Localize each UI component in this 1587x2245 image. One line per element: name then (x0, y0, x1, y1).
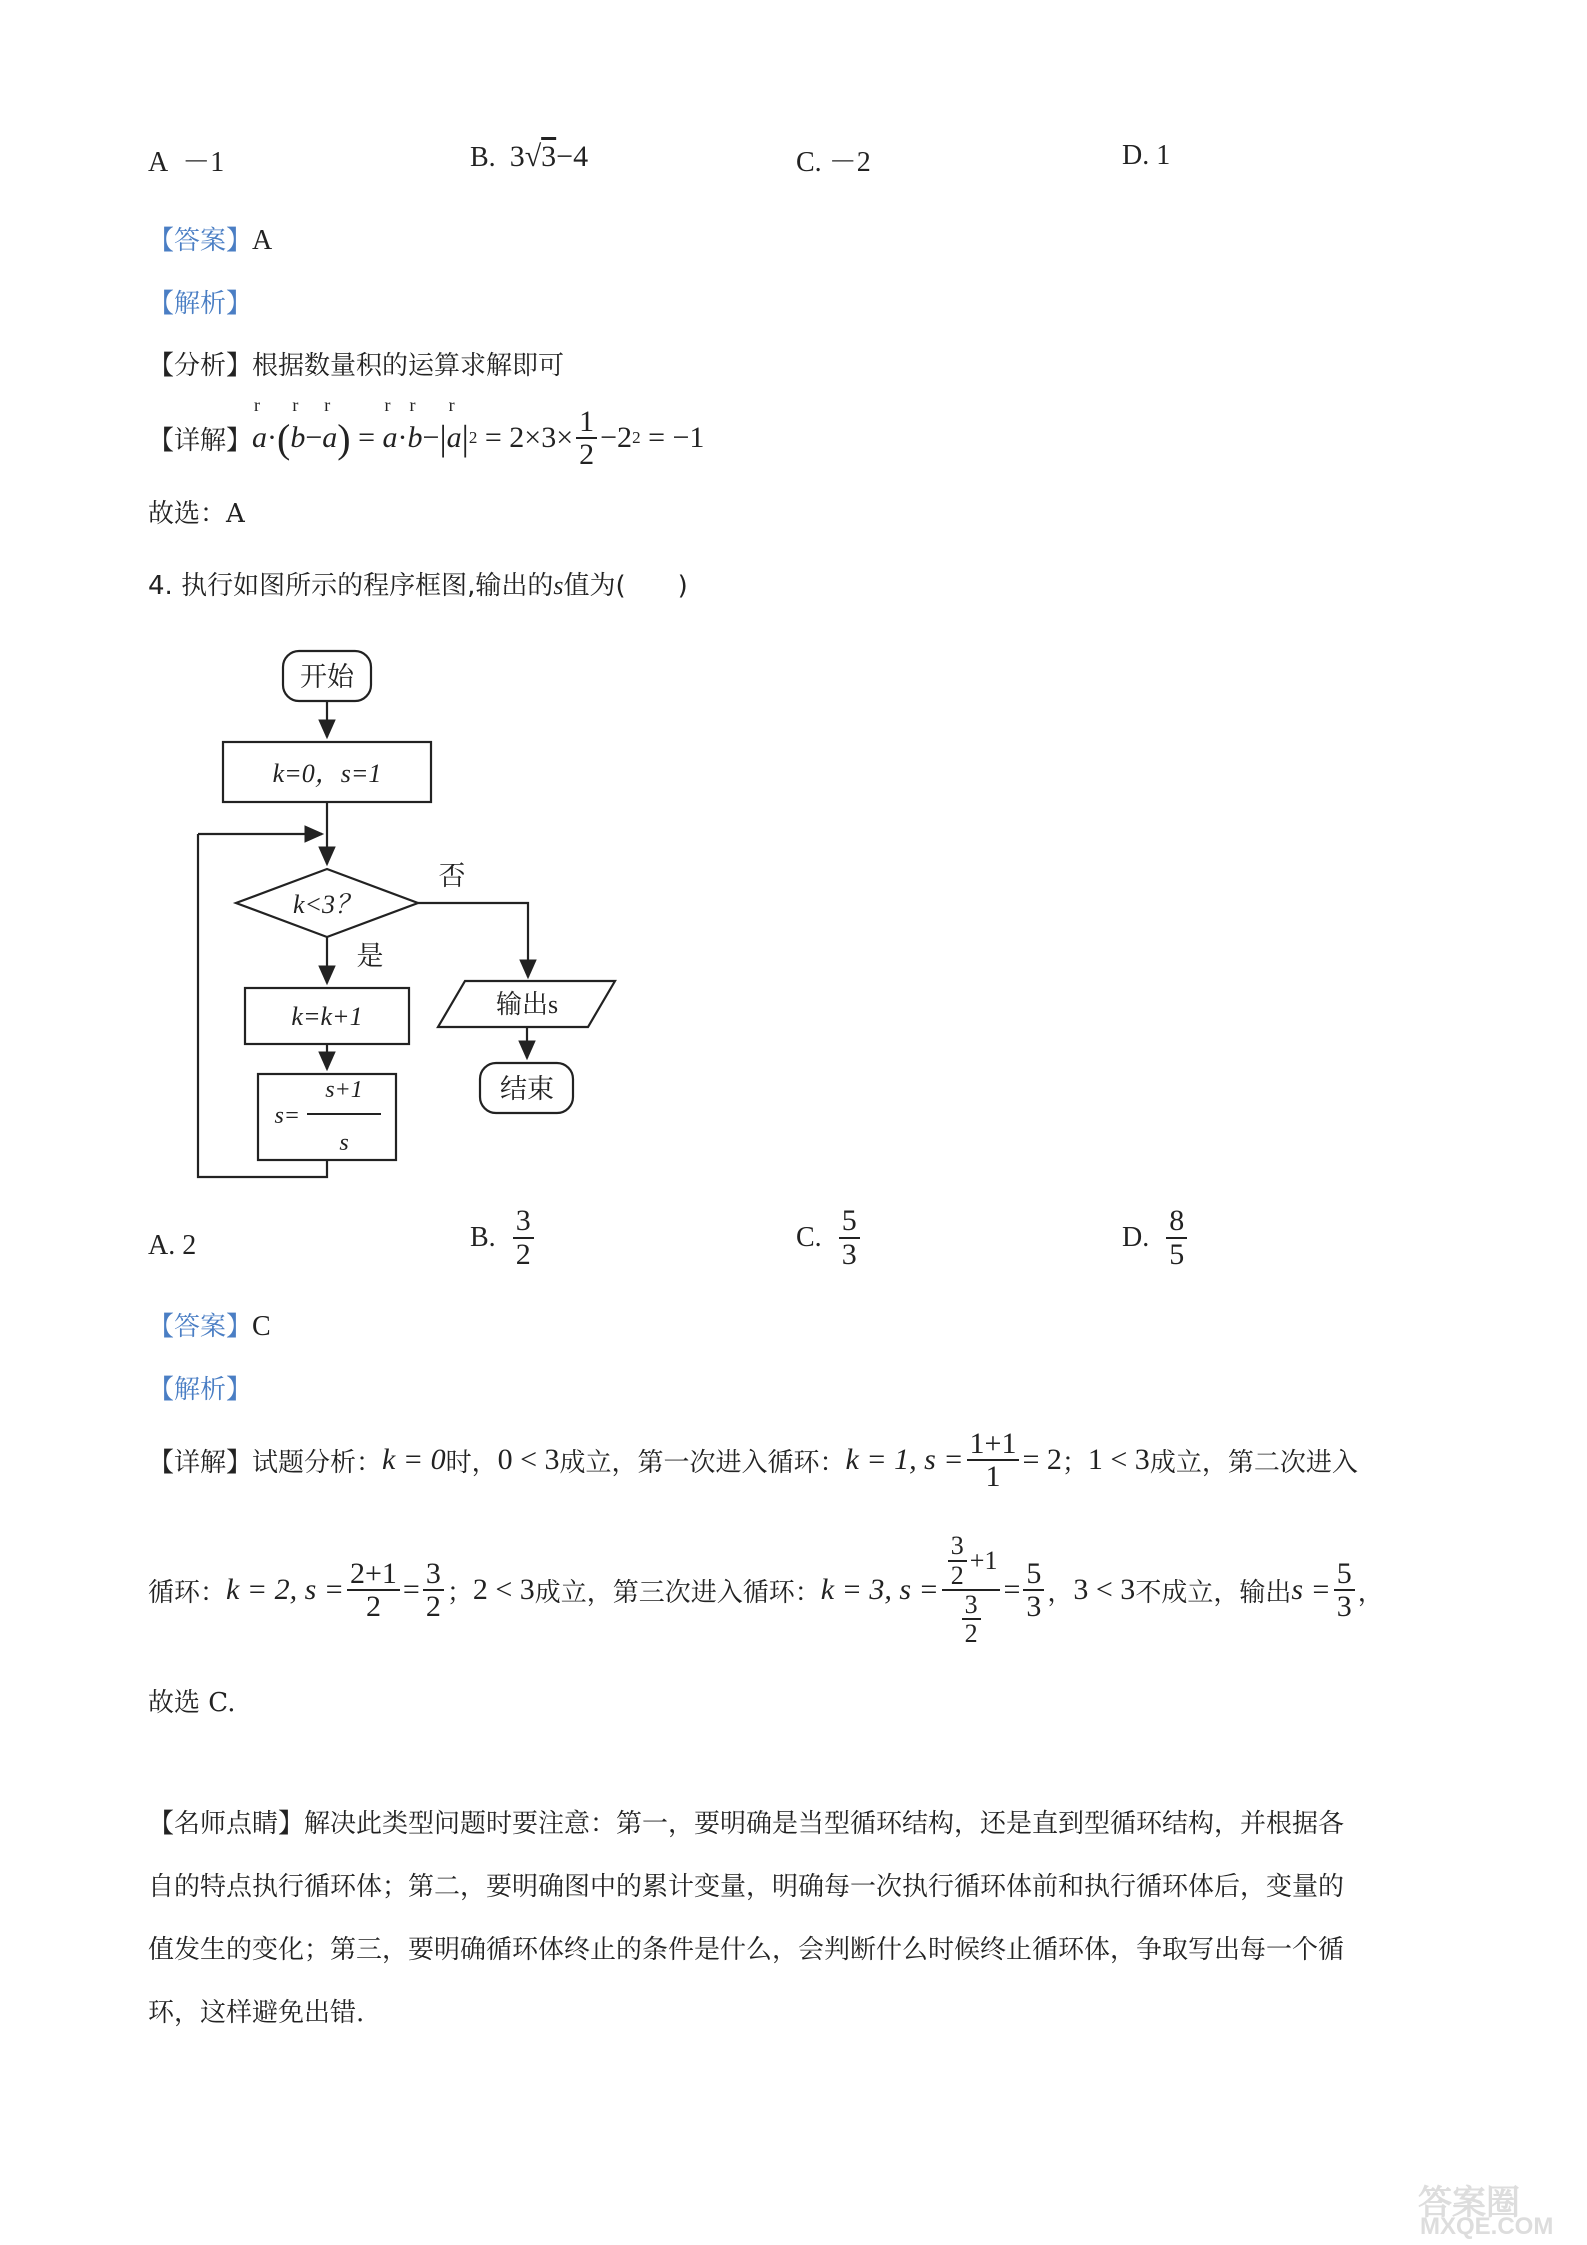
q4-stem: 4. 执行如图所示的程序框图,输出的s值为( ) (148, 571, 688, 601)
q4-detail-line2: 循环： k = 2, s = $\frac{2+1}{2}$ = $\frac{3}{2}$ ； 2 < 3 成立，第三次进入循环： k = 3, s = $\frac{3}{2}$ +1 $\frac{3}{2}$ = $\frac{5}{3}$ ， 3 < 3 不成立，输出 s = $\frac{5}{3}$ ， (148, 1531, 1384, 1649)
q3-fenxi: 【分析】根据数量积的运算求解即可 (148, 351, 565, 381)
q4-teacher-note: 【名师点睛】解决此类型问题时要注意：第一，要明确是当型循环结构，还是直到型循环结构，并根据各 自的特点执行循环体；第二，要明确图中的累计变量，明确每一次执行循环体前和执行循环体后，变量的 值发生的变化；第三，要明确循环体终止的条件是什么，会判断什么时候终止循环体，争取写出每一个循 环，这样避免出错. (148, 1809, 1345, 2028)
flow-init-label: k=0，s=1 (272, 759, 382, 788)
q3-formula: r a · ( r b − r a ) = r a · r b − | r a | 2 = 2×3× $\frac{1}{2}$ −2 2 = −1 (252, 395, 705, 471)
watermark-logo: 答案圈 (1418, 2184, 1520, 2222)
q3-analysis-tag: 【解析】 (148, 289, 253, 319)
q4-flowchart (0, 0, 700, 1200)
q4-analysis-tag: 【解析】 (148, 1375, 253, 1405)
flow-assign-den: s (339, 1130, 349, 1156)
q4-answer: 【答案】C (148, 1311, 271, 1342)
q4-detail-line1: 【详解】 试题分析： k = 0 时， 0 < 3 成立，第一次进入循环： k = 1, s = $\frac{1+1}{1}$ = 2 ； 1 < 3 成立，第二次进入 (148, 1426, 1358, 1493)
q3-option-c: C. －2 (796, 147, 871, 178)
q4-conclusion: 故选 C. (148, 1688, 236, 1718)
flow-yes-label: 是 (356, 941, 384, 971)
q3-answer: 【答案】A (148, 225, 273, 256)
q3-option-b: B. 3√3−4 (470, 140, 589, 173)
q3-detail: 【详解】 r a · ( r b − r a ) = r a · r b − | r a | 2 = 2×3× $\frac{1}{2}$ −2 2 = −1 (148, 395, 705, 471)
q3-option-a: A －1 (148, 147, 225, 178)
q4-option-c: C. $\frac{5}{3}$ (796, 1205, 863, 1270)
q3-conclusion: 故选：A (148, 499, 245, 529)
q4-option-b: B. $\frac{3}{2}$ (470, 1205, 537, 1270)
flow-assign-lhs: s= (274, 1103, 300, 1129)
q4-option-d: D. $\frac{8}{5}$ (1122, 1205, 1190, 1270)
flow-output-label: 输出s (495, 990, 559, 1019)
q3-option-d: D. 1 (1122, 140, 1171, 171)
watermark-url: MXQE.COM (1420, 2213, 1554, 2240)
flow-cond-label: k<3？ (292, 890, 362, 919)
q4-option-a: A. 2 (148, 1230, 197, 1261)
flow-start-label: 开始 (300, 662, 354, 692)
flow-assign-num: s+1 (325, 1077, 363, 1103)
flow-end-label: 结束 (500, 1074, 554, 1104)
flow-inc-label: k=k+1 (291, 1002, 363, 1031)
flow-no-label: 否 (438, 861, 466, 891)
